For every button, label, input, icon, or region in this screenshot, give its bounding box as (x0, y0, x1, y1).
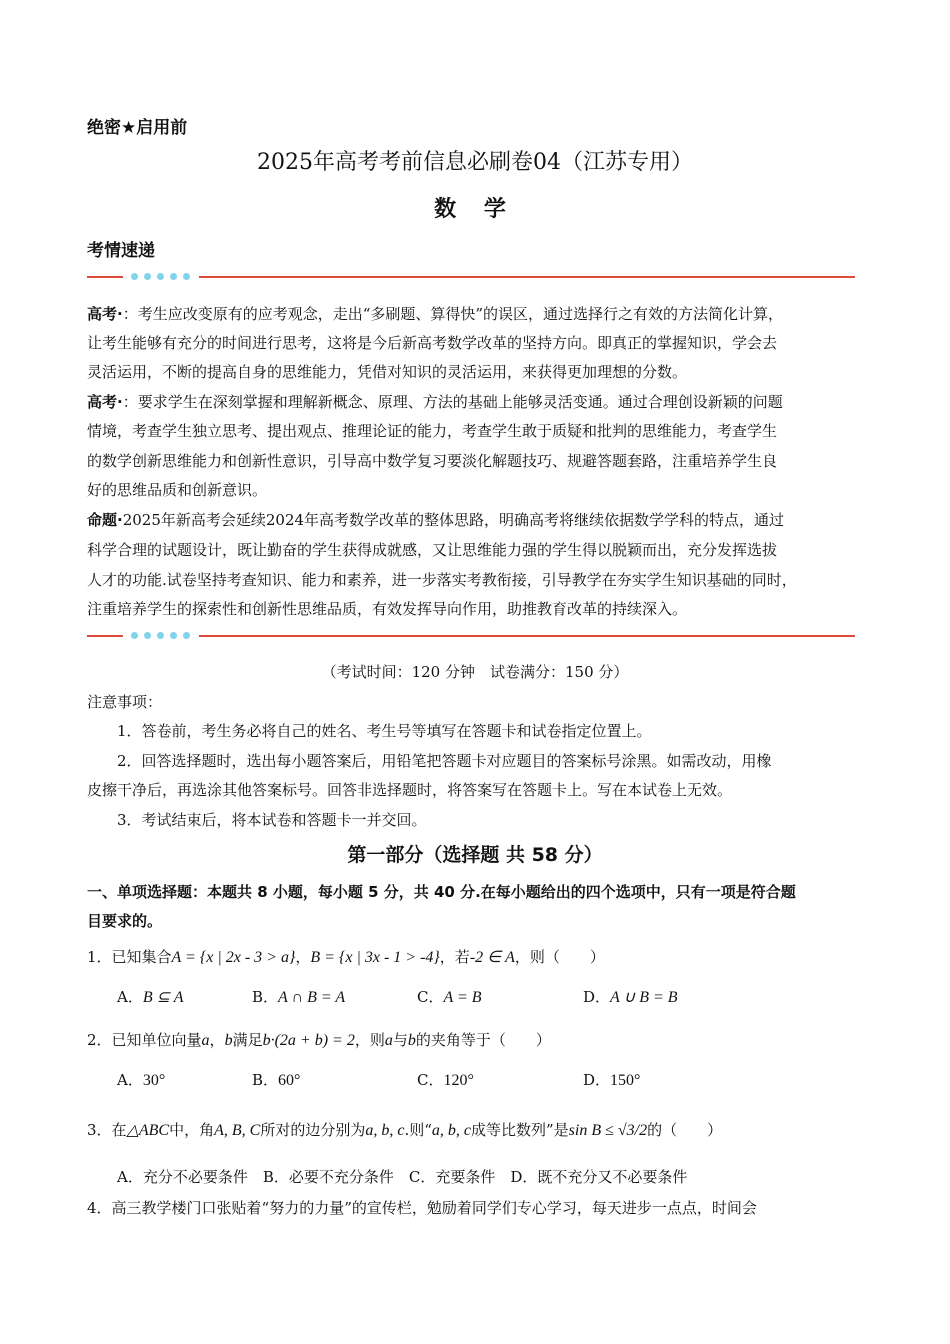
paragraph-label: 高考· (87, 305, 123, 323)
math: A = {x | 2x - 3 > a} (171, 949, 296, 966)
option-d: D．A ∪ B = B (583, 988, 678, 1006)
paragraph-line: 让考生能够有充分的时间进行思考，这将是今后新高考数学改革的坚持方向。即真正的掌握知识，学会去 (87, 334, 778, 352)
paragraph-line: 注重培养学生的探索性和创新性思维品质，有效发挥导向作用，助推教育改革的持续深入。 (87, 600, 688, 618)
question-3-options: A．充分不必要条件 B．必要不充分条件 C．充要条件 D．既不充分又不必要条件 (117, 1168, 688, 1186)
option-b: B．A ∩ B = A (252, 988, 346, 1006)
divider (87, 272, 855, 282)
option-c: C．A = B (417, 988, 482, 1006)
part-title: 第一部分（选择题 共 58 分） (347, 844, 603, 866)
instructions: 目要求的。 (87, 912, 163, 930)
paragraph-line: 人才的功能.试卷坚持考查知识、能力和素养，进一步落实考教衔接，引导教学在夯实学生知识基础的同时， (87, 571, 797, 589)
paragraph-line (87, 510, 784, 530)
option-c: C．120° (417, 1071, 474, 1089)
notes-title: 注意事项： (87, 693, 163, 711)
paragraph-label: 高考· (87, 393, 123, 411)
paragraph-line: 好的思维品质和创新意识。 (87, 481, 268, 499)
option-b: B．60° (252, 1071, 301, 1089)
option-a: A．B ⊆ A (117, 988, 184, 1006)
subject-title: 数 学 (434, 196, 516, 222)
exam-info: （考试时间：120 分钟 试卷满分：150 分） (321, 663, 629, 681)
text: 2025年新高考会延续2024年高考数学改革的整体思路，明确高考将继续依据数学学科的特点，通过 (122, 511, 785, 529)
note-item: 3．考试结束后，将本试卷和答题卡一并交回。 (117, 811, 427, 829)
option-a: A．30° (117, 1071, 166, 1089)
note-item: 1．答卷前，考生务必将自己的姓名、考生号等填写在答题卡和试卷指定位置上。 (117, 722, 652, 740)
page-title: 2025年高考考前信息必刷卷04（江苏专用） (257, 150, 693, 175)
paragraph-line (87, 304, 783, 324)
question-4: 4．高三教学楼门口张贴着“努力的力量”的宣传栏，勉励着同学们专心学习，每天进步一点点，时间会 (87, 1199, 757, 1217)
math: B = {x | 3x - 1 > -4} (310, 949, 440, 966)
question-3: 3．在△ABC中，角A, B, C所对的边分别为a, b, c.则“a, b, c成等比数列”是sin B ≤ √3/2的（ ） (87, 1121, 723, 1139)
question-2: 2．已知单位向量a，b满足b·(2a + b) = 2，则a与b的夹角等于（ ） (87, 1031, 551, 1049)
note-item: 皮擦干净后，再选涂其他答案标号。回答非选择题时，将答案写在答题卡上。写在本试卷上无效。 (87, 781, 733, 799)
paragraph-label: 命题· (87, 511, 123, 529)
paragraph-line (87, 392, 783, 412)
confidential-label: 绝密★启用前 (87, 118, 188, 138)
instructions: 一、单项选择题：本题共 8 小题，每小题 5 分，共 40 分.在每小题给出的四个选项中，只有一项是符合题 (87, 883, 796, 901)
paragraph-line: 灵活运用，不断的提高自身的思维能力，凭借对知识的灵活运用，来获得更加理想的分数。 (87, 363, 688, 381)
divider (87, 631, 855, 641)
section-label: 考情速递 (87, 241, 155, 261)
paragraph-line: 科学合理的试题设计，既让勤奋的学生获得成就感，又让思维能力强的学生得以脱颖而出，充分发挥选拔 (87, 541, 778, 559)
paragraph-line: 的数学创新思维能力和创新性意识，引导高中数学复习要淡化解题技巧、规避答题套路，注重培养学生良 (87, 452, 778, 470)
question-1: 1．已知集合A = {x | 2x - 3 > a}，B = {x | 3x - 1 > -4}，若-2 ∈ A，则（ ） (87, 948, 605, 966)
text: ：要求学生在深刻掌握和理解新概念、原理、方法的基础上能够灵活变通。通过合理创设新颖的问题 (122, 393, 783, 411)
note-item: 2．回答选择题时，选出每小题答案后，用铅笔把答题卡对应题目的答案标号涂黑。如需改动，用橡 (117, 752, 772, 770)
text: ：考生应改变原有的应考观念，走出“多刷题、算得快”的误区，通过选择行之有效的方法简化计算， (122, 305, 784, 323)
math: -2 ∈ A (469, 949, 515, 966)
paragraph-line: 情境，考查学生独立思考、提出观点、推理论证的能力，考查学生敢于质疑和批判的思维能力，考查学生 (87, 422, 778, 440)
option-d: D．150° (583, 1071, 641, 1089)
